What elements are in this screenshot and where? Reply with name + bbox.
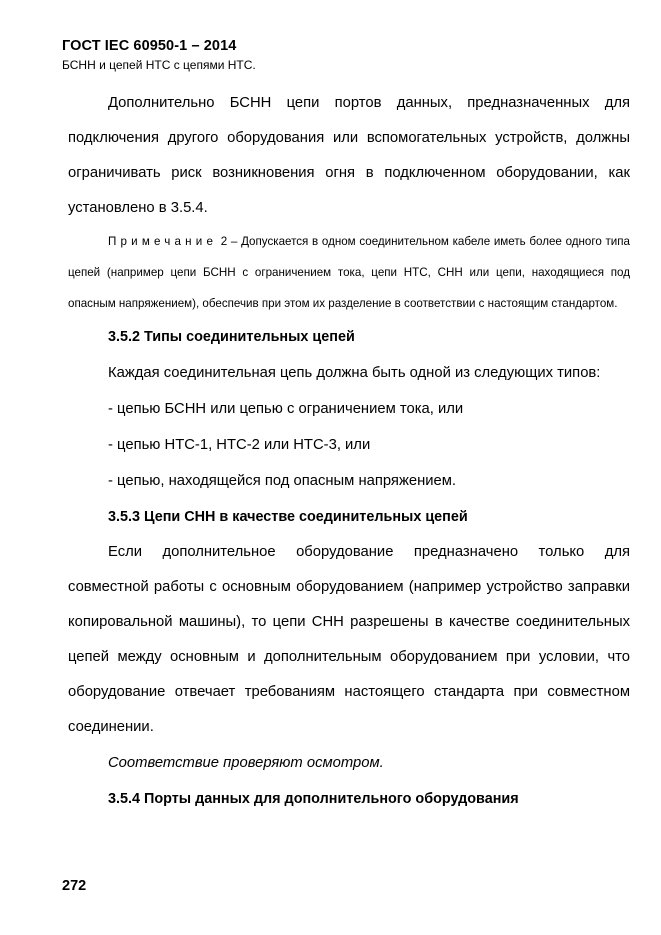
- section-3-5-2-intro: Каждая соединительная цепь должна быть одной из следующих типов:: [108, 365, 601, 381]
- section-3-5-4-heading: 3.5.4 Порты данных для дополнительного оборудования: [108, 791, 519, 807]
- list-item: - цепью НТС-1, НТС-2 или НТС-3, или: [108, 437, 371, 453]
- document-standard-header: ГОСТ IEC 60950-1 – 2014: [62, 38, 237, 54]
- section-3-5-3-text: Если дополнительное оборудование предназначено только для совместной работы с основным оборудованием (например устройство заправки копировальной машины), то цепи СНН разрешены в качестве соединительных цепей между основным и дополнительным оборудованием при условии, что оборудование отвечает требованиям настоящего стандарта при совместном соединении.: [68, 544, 630, 735]
- paragraph-data-ports: Дополнительно БСНН цепи портов данных, предназначенных для подключения другого оборудования или вспомогательных устройств, должны ограничивать риск возникновения огня в подключенном оборудовании, как установлено в 3.5.4.: [68, 95, 630, 216]
- section-3-5-2-heading: 3.5.2 Типы соединительных цепей: [108, 329, 355, 345]
- compliance-statement: Соответствие проверяют осмотром.: [108, 755, 384, 771]
- note-label: Примечание: [108, 235, 218, 248]
- note-2: [68, 226, 630, 319]
- list-item: - цепью БСНН или цепью с ограничением тока, или: [108, 401, 464, 417]
- section-3-5-3-heading: 3.5.3 Цепи СНН в качестве соединительных цепей: [108, 509, 468, 525]
- continuation-text: БСНН и цепей НТС с цепями НТС.: [62, 58, 256, 72]
- page-body: [68, 86, 630, 817]
- list-item: - цепью, находящейся под опасным напряжением.: [108, 473, 457, 489]
- page-number: 272: [62, 878, 87, 894]
- note-text: 2 – Допускается в одном соединительном кабеле иметь более одного типа цепей (например цепи БСНН с ограничением тока, цепи НТС, СНН или цепи, находящиеся под опасным напряжением), обеспечив при этом их разделение в соответствии с настоящим стандартом.: [68, 235, 630, 310]
